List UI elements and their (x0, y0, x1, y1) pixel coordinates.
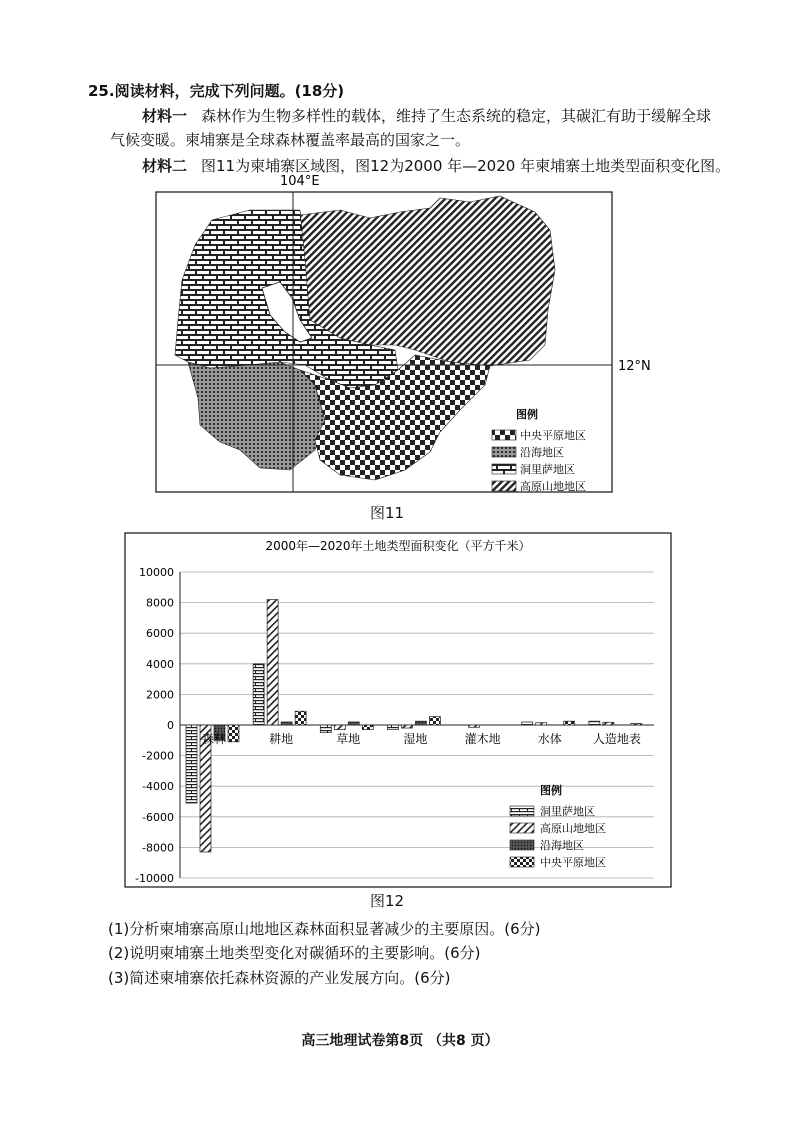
y-tick-label: -10000 (135, 872, 174, 885)
figure-11-caption: 图11 (370, 504, 405, 522)
y-tick-label: -8000 (142, 841, 174, 855)
x-category-label: 人造地表 (592, 732, 641, 746)
material-1-label: 材料一 (142, 107, 188, 125)
sub-question-2: (2)说明柬埔寨土地类型变化对碳循环的主要影响。(6分) (108, 944, 481, 962)
bar-洞里萨地区 (387, 725, 398, 730)
chart-legend-title: 图例 (540, 784, 562, 797)
material-1-line-2: 气候变暖。柬埔寨是全球森林覆盖率最高的国家之一。 (110, 131, 471, 149)
map-legend-label: 沿海地区 (520, 446, 564, 459)
figure-12-caption: 图12 (370, 892, 405, 910)
x-category-label: 耕地 (269, 732, 294, 746)
x-category-label: 湿地 (403, 732, 428, 746)
y-tick-label: 8000 (146, 596, 174, 610)
bar-洞里萨地区 (522, 722, 533, 725)
bar-中央平原地区 (295, 711, 306, 725)
y-tick-label: -2000 (142, 749, 174, 763)
bar-中央平原地区 (564, 721, 575, 725)
chart-legend-swatch (510, 840, 534, 850)
y-tick-label: 4000 (146, 657, 174, 671)
bar-中央平原地区 (362, 725, 373, 730)
bar-中央平原地区 (429, 717, 440, 725)
bar-洞里萨地区 (589, 721, 600, 725)
bar-高原山地地区 (536, 723, 547, 725)
material-1-line-1: 森林作为生物多样性的载体，维持了生态系统的稳定，其碳汇有助于缓解全球 (201, 107, 712, 125)
y-tick-label: 10000 (139, 566, 174, 579)
land-change-chart (124, 532, 672, 888)
bar-中央平原地区 (228, 725, 239, 742)
y-tick-label: 0 (167, 719, 174, 732)
bar-高原山地地区 (334, 725, 345, 730)
bar-沿海地区 (281, 722, 292, 725)
map-legend-label: 洞里萨地区 (520, 463, 575, 476)
chart-title: 2000年—2020年土地类型面积变化（平方千米） (265, 539, 531, 553)
question-title: 25.阅读材料，完成下列问题。(18分) (88, 82, 345, 100)
chart-legend-label: 中央平原地区 (540, 856, 606, 869)
bar-沿海地区 (348, 722, 359, 725)
bar-高原山地地区 (603, 722, 614, 725)
bar-洞里萨地区 (253, 664, 264, 725)
bar-高原山地地区 (469, 725, 480, 727)
bar-沿海地区 (415, 721, 426, 725)
y-tick-label: 6000 (146, 627, 174, 641)
material-2-label: 材料二 (142, 157, 188, 175)
map-legend-label: 中央平原地区 (520, 429, 586, 442)
map-legend-swatch-tonle-sap (492, 464, 516, 474)
chart-legend-swatch (510, 806, 534, 816)
cambodia-map (140, 170, 660, 500)
x-category-label: 草地 (336, 732, 361, 746)
bar-中央平原地区 (631, 723, 642, 725)
y-tick-label: 2000 (146, 688, 174, 702)
y-tick-label: -6000 (142, 810, 174, 824)
chart-legend-label: 洞里萨地区 (540, 805, 595, 818)
chart-legend-swatch (510, 823, 534, 833)
bar-高原山地地区 (267, 600, 278, 725)
x-category-label: 水体 (537, 732, 562, 746)
page-footer: 高三地理试卷第8页 （共8 页） (301, 1033, 499, 1049)
x-category-label: 灌木地 (464, 732, 501, 746)
map-legend-swatch-plateau (492, 481, 516, 491)
chart-legend-swatch (510, 857, 534, 867)
material-2-text: 图11为柬埔寨区域图，图12为2000 年—2020 年柬埔寨土地类型面积变化图。 (201, 157, 731, 175)
chart-legend-label: 沿海地区 (540, 839, 584, 852)
chart-legend-label: 高原山地地区 (540, 822, 606, 835)
sub-question-1: (1)分析柬埔寨高原山地地区森林面积显著减少的主要原因。(6分) (108, 920, 541, 938)
sub-question-3: (3)简述柬埔寨依托森林资源的产业发展方向。(6分) (108, 969, 451, 987)
bar-高原山地地区 (401, 725, 412, 728)
y-tick-label: -4000 (142, 780, 174, 794)
map-legend-label: 高原山地地区 (520, 480, 586, 493)
x-category-label: 森林 (201, 732, 227, 746)
map-legend-title: 图例 (516, 408, 538, 421)
lat-label: 12°N (618, 359, 651, 374)
lon-label: 104°E (280, 174, 320, 189)
map-legend-swatch-central (492, 430, 516, 440)
bar-洞里萨地区 (320, 725, 331, 733)
map-legend-swatch-coastal (492, 447, 516, 457)
bar-洞里萨地区 (186, 725, 197, 803)
